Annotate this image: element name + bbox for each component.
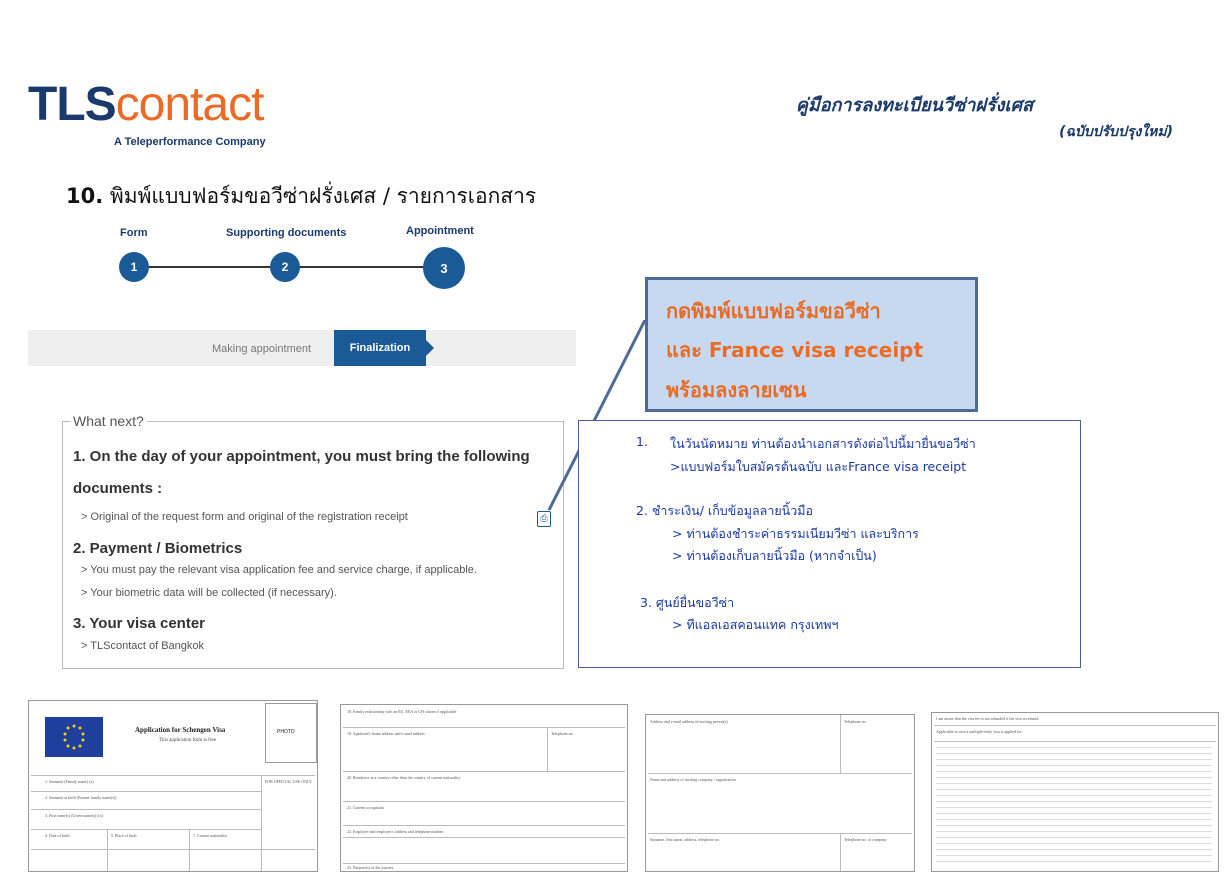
stepper-label-supporting[interactable]: Supporting documents xyxy=(226,227,347,239)
info-item-1-number: 1. xyxy=(636,434,648,449)
stepper-circle-3[interactable]: 3 xyxy=(423,247,465,289)
form-thumbnail-page-1: Application for Schengen Visa This application form is free PHOTO 1. Surname (Family name) (x) 2. Surname at birth (Former family name(s)) 3. First name(s) (Given name(s)) (x) 4. Date of birth 5. Place of birth 7. Current nationality FOR OFFICIAL USE ONLY xyxy=(28,700,318,872)
stepper-line xyxy=(298,266,424,268)
logo-subtitle: A Teleperformance Company xyxy=(114,136,266,148)
stepper-circle-1[interactable]: 1 xyxy=(119,252,149,282)
what-next-heading-1b: documents : xyxy=(73,480,163,497)
stepper-label-appointment[interactable]: Appointment xyxy=(406,225,474,237)
step-title-text: พิมพ์แบบฟอร์มขอวีซ่าฝรั่งเศส / รายการเอกสาร xyxy=(109,184,537,208)
what-next-heading-3: 3. Your visa center xyxy=(73,615,206,632)
info-item-2b: > ท่านต้องเก็บลายนิ้วมือ (หากจำเป็น) xyxy=(672,548,877,563)
form-title: Application for Schengen Visa xyxy=(135,726,226,734)
logo-contact: contact xyxy=(115,78,264,131)
info-item-2a: > ท่านต้องชำระค่าธรรมเนียมวีซ่า และบริการ xyxy=(672,526,919,541)
callout-line-2-pre: และ xyxy=(666,338,709,362)
form-subtitle: This application form is free xyxy=(159,738,216,743)
what-next-text-1: > Original of the request form and original of the registration receipt xyxy=(81,511,408,523)
tls-logo xyxy=(28,80,263,130)
what-next-heading-1: 1. On the day of your appointment, you must bring the following xyxy=(73,448,530,465)
process-making-appointment[interactable]: Making appointment xyxy=(212,343,312,355)
callout-line-2-bold: France visa receipt xyxy=(708,338,924,362)
step-title xyxy=(66,180,536,213)
callout-line-1: กดพิมพ์แบบฟอร์มขอวีซ่า xyxy=(666,299,881,323)
info-item-2: 2. ชำระเงิน/ เก็บข้อมูลลายนิ้วมือ xyxy=(636,503,813,518)
info-item-1: ในวันนัดหมาย ท่านต้องนำเอกสารดังต่อไปนี้มายื่นขอวีซ่า xyxy=(670,436,976,451)
what-next-heading-2: 2. Payment / Biometrics xyxy=(73,540,243,557)
logo-tls: TLS xyxy=(28,78,116,131)
what-next-text-3: > TLScontact of Bangkok xyxy=(81,640,205,652)
process-arrow xyxy=(426,340,434,356)
stepper-line xyxy=(148,266,272,268)
stepper-circle-2[interactable]: 2 xyxy=(270,252,300,282)
form-thumbnail-page-3: Address and e-mail address of inviting person(s) Telephone no. Name and address of inviting company / organisation Surname, first name, address, telephone no. Telephone no. of company xyxy=(645,714,915,872)
info-item-1a: >แบบฟอร์มใบสมัครต้นฉบับ และFrance visa receipt xyxy=(670,459,967,474)
form-thumbnail-page-2: 18. Family relationship with an EU, EEA or CH citizen if applicable 19. Applicant's home address and e-mail address Telephone no. 20. Residence in a country other than the country of current nationality 21. Current occupation 22. Employer and employer's address and telephone number 23. Purpose(s) of the journey xyxy=(340,704,628,872)
guide-subtitle: (ฉบับปรับปรุงใหม่) xyxy=(1059,124,1173,140)
eu-flag-icon xyxy=(45,717,103,757)
what-next-legend: What next? xyxy=(70,413,147,429)
photo-label: PHOTO xyxy=(277,729,295,735)
step-number: 10. xyxy=(66,184,104,208)
callout-line-3: พร้อมลงลายเซน xyxy=(666,378,807,402)
info-item-3a: > ทีแอลเอสคอนแทค กรุงเทพฯ xyxy=(672,617,839,632)
guide-title: คู่มือการลงทะเบียนวีซ่าฝรั่งเศส xyxy=(795,95,1033,116)
info-item-3: 3. ศูนย์ยื่นขอวีซ่า xyxy=(640,595,735,610)
process-finalization[interactable]: Finalization xyxy=(334,330,426,366)
form-thumbnail-page-4: I am aware that the visa fee is not refunded if the visa is refused. Applicable in case a multiple-entry visa is applied for: xyxy=(931,712,1219,872)
what-next-text-2b: > Your biometric data will be collected (if necessary). xyxy=(81,587,337,599)
pdf-download-icon[interactable]: ⎙ xyxy=(537,511,551,527)
stepper-label-form[interactable]: Form xyxy=(120,227,148,239)
callout-line-2 xyxy=(666,334,923,366)
what-next-text-2a: > You must pay the relevant visa application fee and service charge, if applicable. xyxy=(81,564,477,576)
